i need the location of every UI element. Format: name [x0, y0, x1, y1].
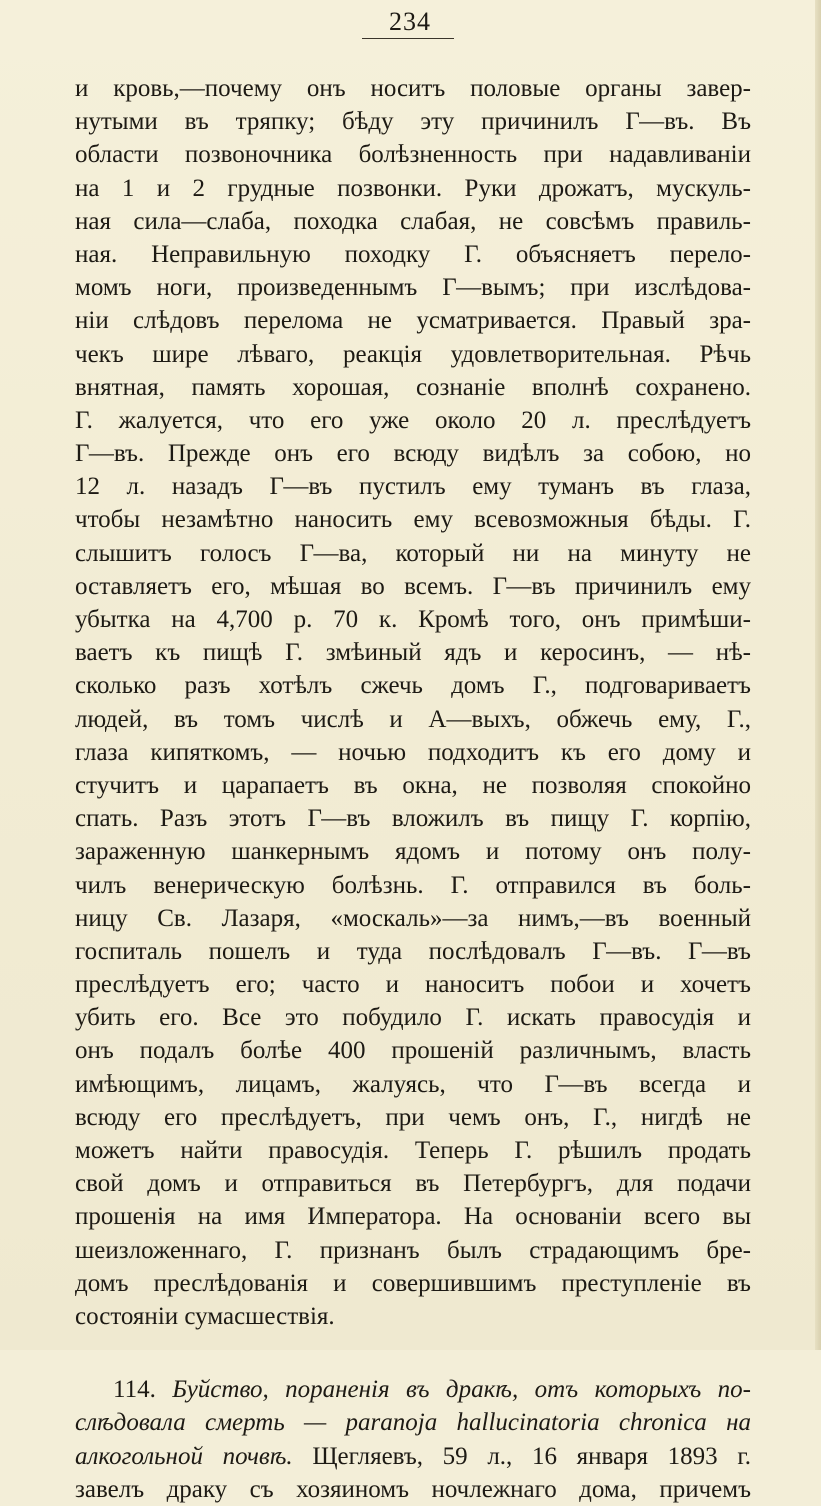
text-line: внятная, память хорошая, сознаніе вполнѣ сохранено. [75, 373, 751, 401]
text-line: зараженную шанкернымъ ядомъ и потому онъ полу- [75, 838, 751, 866]
case-heading-line [75, 1406, 751, 1439]
text-line: слышитъ голосъ Г—ва, который ни на минуту не [75, 539, 751, 567]
page-edge-shadow [815, 0, 821, 1350]
case-title-italic: слѣдовала смерть — paranoja hallucinatoria chronica на [75, 1409, 751, 1437]
text-line: ваетъ къ пищѣ Г. змѣиный ядъ и керосинъ, — нѣ- [75, 639, 751, 667]
text-line: ницу Св. Лазаря, «москаль»—за нимъ,—въ военный [75, 904, 751, 932]
paragraph-gap [75, 1333, 751, 1373]
text-line: и кровь,—почему онъ носитъ половые органы завер- [75, 75, 751, 102]
text-line: можетъ найти правосудія. Теперь Г. рѣшилъ продать [75, 1137, 751, 1164]
text-line: ніи слѣдовъ перелома не усматривается. Правый зра- [75, 307, 751, 335]
case-number: 114. [113, 1376, 156, 1404]
text-line: имѣющимъ, лицамъ, жалуясь, что Г—въ всегда и [75, 1070, 751, 1098]
text-line: спать. Разъ этотъ Г—въ вложилъ въ пищу Г. корпію, [75, 805, 751, 833]
text-line: момъ ноги, произведеннымъ Г—вымъ; при изслѣдова- [75, 274, 751, 302]
page-body-text [75, 72, 751, 1506]
text-line: людей, въ томъ числѣ и А—выхъ, обжечь ему, Г., [75, 705, 751, 733]
text-line: 12 л. назадъ Г—въ пустилъ ему туманъ въ глаза, [75, 473, 751, 501]
text-line: чтобы незамѣтно наносить ему всевозможныя бѣды. Г. [75, 506, 751, 534]
text-line: Г. жалуется, что его уже около 20 л. преслѣдуетъ [75, 406, 751, 434]
text-line: прошенія на имя Императора. На основаніи всего вы [75, 1203, 751, 1231]
page-number: 234 [389, 7, 431, 36]
text-line: всюду его преслѣдуетъ, при чемъ онъ, Г., нигдѣ не [75, 1103, 751, 1131]
case-heading-line [75, 1373, 751, 1406]
case-heading-line [75, 1440, 751, 1473]
text-line: домъ преслѣдованія и совершившимъ преступленіе въ [75, 1269, 751, 1297]
case-title-italic: Буйство, пораненія въ дракѣ, отъ которыхъ по- [172, 1376, 751, 1404]
case-title-italic: алкогольной почвѣ. [75, 1442, 293, 1470]
paragraph-main [75, 72, 751, 1333]
text-line: на 1 и 2 грудные позвонки. Руки дрожатъ, мускуль- [75, 174, 751, 202]
text-line: чекъ шире лѣваго, реакція удовлетворительная. Рѣчь [75, 340, 751, 368]
text-line: онъ подалъ болѣе 400 прошеній различнымъ, власть [75, 1037, 751, 1065]
case-text: Щегляевъ, 59 л., 16 января 1893 г. [312, 1442, 752, 1470]
text-line: преслѣдуетъ его; часто и наноситъ побои и хочетъ [75, 971, 751, 999]
text-line: нутыми въ тряпку; бѣду эту причинилъ Г—въ. Въ [75, 108, 751, 136]
text-line: ная сила—слаба, походка слабая, не совсѣмъ правиль- [75, 207, 751, 235]
text-line: шеизложеннаго, Г. признанъ былъ страдающимъ бре- [75, 1236, 751, 1264]
page-number-rule [362, 38, 454, 39]
text-line: госпиталь пошелъ и туда послѣдовалъ Г—въ. Г—въ [75, 937, 751, 965]
case-text-line: завелъ драку съ хозяиномъ ночлежнаго дома, причемъ [75, 1475, 751, 1503]
case-114-entry [75, 1373, 751, 1506]
text-line: состояніи сумасшествія. [75, 1302, 335, 1330]
text-line: стучитъ и царапаетъ въ окна, не позволяя спокойно [75, 771, 751, 799]
text-line: глаза кипяткомъ, — ночью подходитъ къ его дому и [75, 738, 751, 766]
text-line: сколько разъ хотѣлъ сжечь домъ Г., подговариваетъ [75, 672, 751, 700]
text-line: убытка на 4,700 р. 70 к. Кромѣ того, онъ примѣши- [75, 606, 751, 633]
text-line: области позвоночника болѣзненность при надавливаніи [75, 141, 751, 169]
text-line: чилъ венерическую болѣзнь. Г. отправился въ боль- [75, 871, 751, 899]
text-line: убить его. Все это побудило Г. искать правосудія и [75, 1004, 751, 1032]
text-line: оставляетъ его, мѣшая во всемъ. Г—въ причинилъ ему [75, 572, 751, 600]
text-line: свой домъ и отправиться въ Петербургъ, для подачи [75, 1170, 751, 1198]
text-line: Г—въ. Прежде онъ его всюду видѣлъ за собою, но [75, 440, 751, 468]
text-line: ная. Неправильную походку Г. объясняетъ перело- [75, 240, 751, 268]
